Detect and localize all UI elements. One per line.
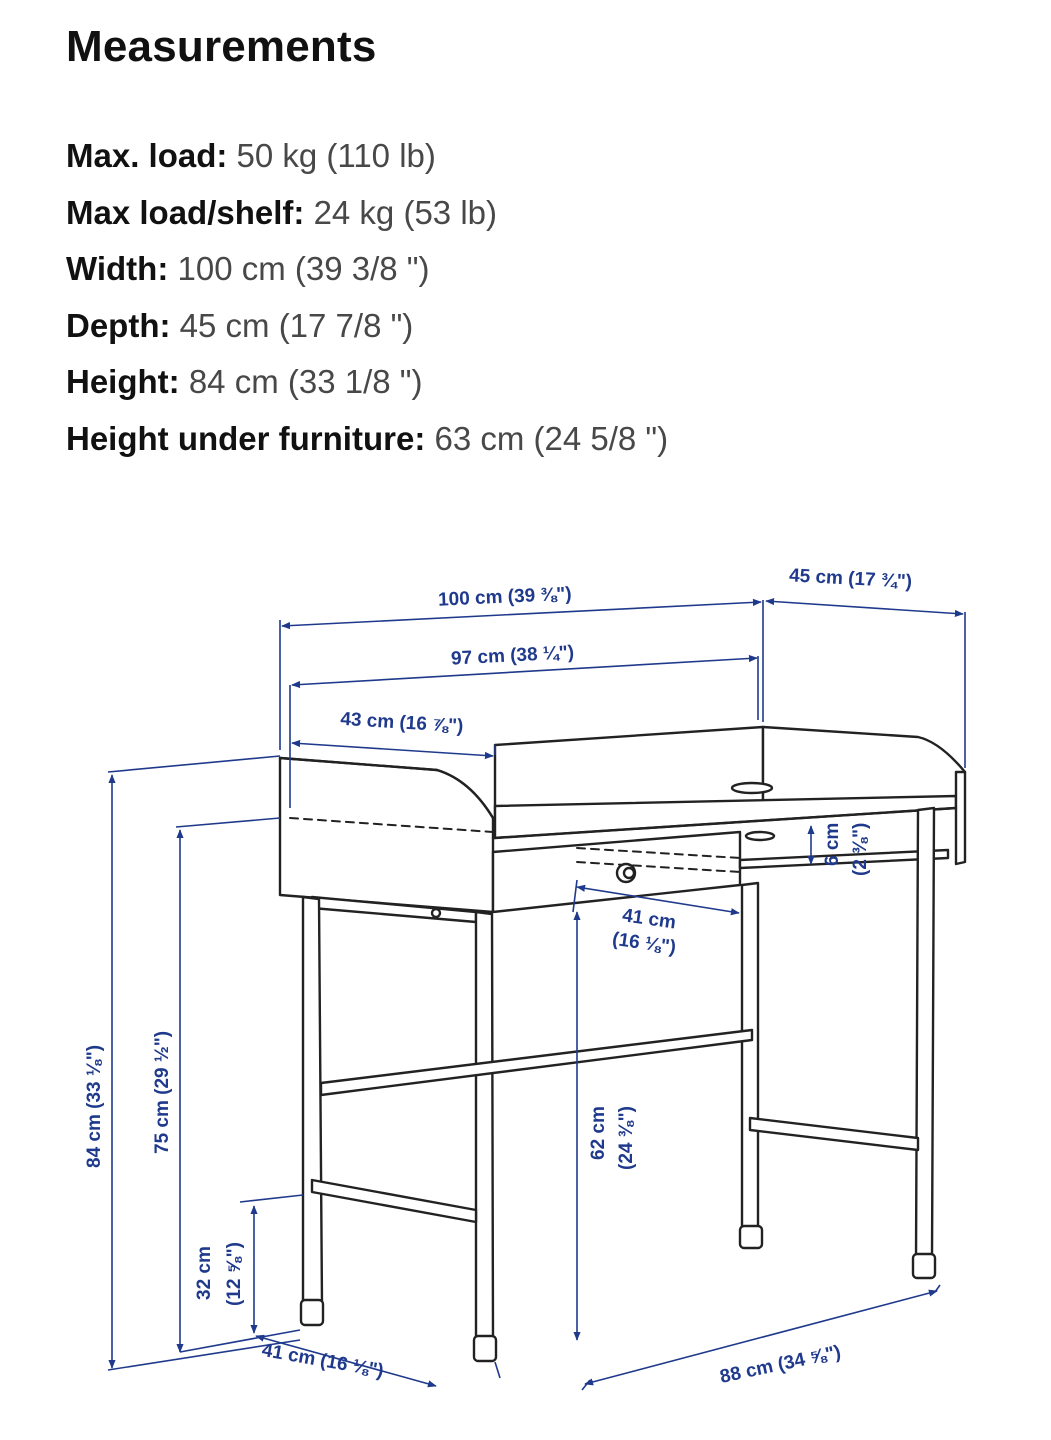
label-shelf-gap-cm: 6 cm bbox=[822, 822, 843, 866]
label-top-height: 75 cm (29 ½") bbox=[152, 1030, 173, 1154]
foot-back-far bbox=[913, 1254, 935, 1278]
label-under-height-cm: 62 cm bbox=[588, 1106, 609, 1160]
desk-dimension-diagram bbox=[0, 540, 1051, 1440]
spec-value: 45 cm (17 7/8 ") bbox=[179, 306, 414, 344]
measurements-list bbox=[66, 128, 668, 467]
foot-back-right bbox=[740, 1226, 762, 1248]
leg-front-right bbox=[476, 912, 493, 1340]
spec-label: Depth: bbox=[66, 306, 171, 344]
spec-height-under-furniture bbox=[66, 411, 668, 468]
back-crossbar bbox=[321, 1030, 752, 1095]
right-side-panel bbox=[956, 772, 965, 864]
spec-width bbox=[66, 241, 668, 298]
label-depth: 45 cm (17 ¾") bbox=[788, 565, 913, 593]
label-total-height: 84 cm (33 ⅛") bbox=[84, 1044, 105, 1168]
leg-back-right bbox=[742, 883, 758, 1232]
spec-label: Max. load: bbox=[66, 137, 228, 174]
cable-hole-lower bbox=[746, 832, 774, 840]
label-shelf-gap-in: (2 ⅜") bbox=[850, 822, 871, 876]
spec-label: Height: bbox=[66, 363, 180, 400]
spec-height bbox=[66, 354, 668, 411]
label-rail-height-cm: 32 cm bbox=[194, 1246, 215, 1300]
label-drawer-width-in: (16 ⅛") bbox=[610, 928, 678, 959]
desk-drawing bbox=[280, 727, 965, 1361]
spec-label: Max load/shelf: bbox=[66, 193, 305, 231]
spec-max-load bbox=[66, 128, 668, 185]
apron-screw bbox=[432, 909, 440, 917]
spec-label: Width: bbox=[66, 250, 169, 287]
foot-front-left bbox=[301, 1300, 323, 1325]
spec-max-load-shelf bbox=[66, 185, 668, 242]
spec-label: Height under furniture: bbox=[66, 419, 426, 457]
label-under-height-in: (24 ⅜") bbox=[616, 1106, 637, 1170]
label-side-width: 43 cm (16 ⅞") bbox=[339, 708, 464, 738]
label-rail-height-in: (12 ⅝") bbox=[224, 1242, 245, 1306]
page-title: Measurements bbox=[66, 22, 377, 71]
spec-value: 50 kg (110 lb) bbox=[236, 137, 436, 174]
depth-dim bbox=[766, 601, 963, 614]
side-width-dim bbox=[292, 743, 493, 756]
dimension-labels bbox=[84, 565, 913, 1388]
leg-front-left bbox=[303, 897, 322, 1305]
label-leg-span: 88 cm (34 ⅝") bbox=[718, 1341, 843, 1388]
cable-hole bbox=[732, 783, 772, 793]
spec-value: 24 kg (53 lb) bbox=[313, 193, 497, 231]
spec-value: 100 cm (39 3/8 ") bbox=[177, 250, 430, 287]
spec-depth bbox=[66, 298, 668, 355]
spec-value: 63 cm (24 5/8 ") bbox=[434, 419, 669, 457]
foot-front-right bbox=[474, 1336, 496, 1361]
label-width: 100 cm (39 ⅜") bbox=[437, 583, 573, 611]
label-drawer-width-cm: 41 cm bbox=[620, 905, 678, 934]
side-crossbar-left bbox=[312, 1180, 476, 1222]
spec-value: 84 cm (33 1/8 ") bbox=[188, 363, 423, 400]
label-side-depth: 41 cm (16 ⅛") bbox=[260, 1339, 386, 1382]
leg-back-far bbox=[916, 808, 934, 1258]
side-crossbar-right bbox=[750, 1118, 918, 1150]
label-inner-width: 97 cm (38 ¼") bbox=[450, 642, 575, 670]
